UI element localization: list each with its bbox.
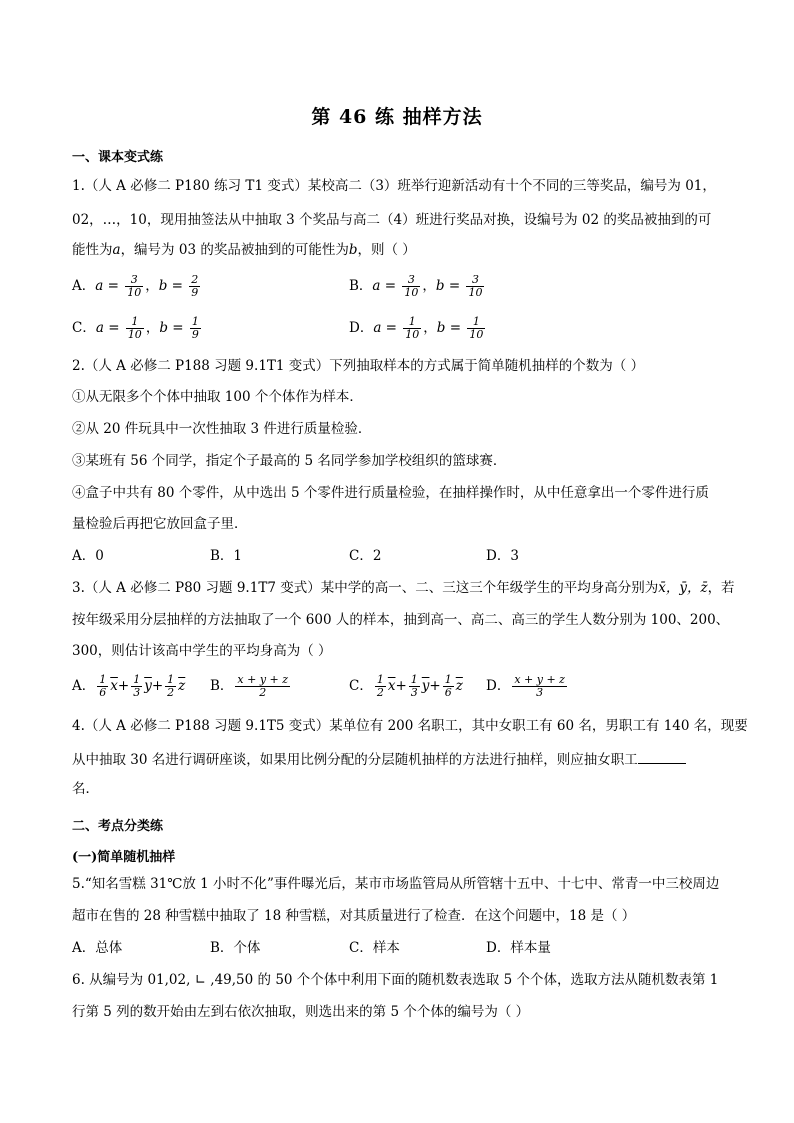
q1-line-3 — [72, 240, 724, 260]
subsection-heading-1: (一)简单随机抽样 — [72, 850, 176, 865]
q3-line-1 — [72, 578, 735, 598]
q5-line-2: 超市在售的 28 种雪糕中抽取了 18 种雪糕，对其质量进行了检查．在这个问题中，18 是（ ） — [72, 908, 636, 924]
denominator: 6 — [99, 686, 107, 699]
fraction — [466, 274, 484, 299]
option-label: C． — [349, 678, 373, 694]
fraction — [189, 274, 200, 299]
denominator: 2 — [167, 686, 175, 699]
var-b: b — [436, 320, 446, 336]
q2-option-d[interactable]: D．3 — [486, 548, 519, 564]
separator: ， — [145, 320, 160, 336]
equals: = — [380, 278, 401, 294]
numerator: x + y + z — [237, 673, 289, 686]
separator: ， — [145, 278, 159, 294]
denominator: 3 — [410, 686, 418, 699]
fraction — [409, 674, 420, 699]
equals: = — [445, 320, 466, 336]
q3-line-1-a: 3.（人 A 必修二 P80 习题 9.1T7 变式）某中学的高一、二、三这三个年级学生的平均身高分别为 — [72, 580, 659, 596]
q2-option-b[interactable]: B．1 — [210, 548, 243, 564]
q1-var-a: a — [112, 242, 121, 258]
numerator: 1 — [467, 316, 485, 329]
denominator: 9 — [191, 286, 199, 299]
numerator: 3 — [125, 274, 143, 287]
denominator: 10 — [404, 286, 419, 299]
equals: = — [381, 320, 402, 336]
var-a: a — [373, 320, 382, 336]
fraction — [467, 316, 485, 341]
q3-option-c[interactable] — [349, 674, 463, 699]
separator: ， — [423, 320, 437, 336]
fraction — [126, 316, 144, 341]
q4-line-3: 名． — [72, 781, 99, 797]
numerator: 2 — [191, 273, 199, 286]
fraction — [165, 674, 176, 699]
denominator: 10 — [405, 328, 420, 341]
z-bar: $\overline{z}$ — [455, 678, 463, 694]
numerator: 1 — [99, 673, 107, 686]
q3-line-2: 按年级采用分层抽样的方法抽取了一个 600 人的样本，抽到高一、高二、高三的学生人数分别为 100、200、 — [72, 612, 730, 628]
equals: = — [103, 320, 124, 336]
denominator: 10 — [469, 328, 484, 341]
equals: = — [167, 278, 188, 294]
q1-option-a[interactable] — [72, 274, 202, 299]
q1-option-b[interactable] — [349, 274, 486, 299]
fraction — [97, 674, 108, 699]
q4-line-2-text: 从中抽取 30 名进行调研座谈，如果用比例分配的分层随机抽样的方法进行抽样，则应抽女职工 — [72, 752, 638, 768]
q5-option-a[interactable]: A．总体 — [72, 940, 123, 956]
option-label: B． — [349, 278, 373, 294]
q5-option-d[interactable]: D．样本量 — [486, 940, 551, 956]
y-bar: $\overline{y}$ — [144, 678, 152, 694]
q1-option-d[interactable] — [349, 316, 487, 341]
option-label: A． — [72, 678, 96, 694]
equals: = — [167, 320, 188, 336]
q5-line-1: 5.“知名雪糕 31℃放 1 小时不化”事件曝光后，某市市场监管局从所管辖十五中、十七中、常青一中三校周边 — [72, 876, 720, 892]
numerator: 1 — [376, 673, 384, 686]
option-label: B． — [210, 678, 234, 694]
plus: + — [395, 678, 407, 694]
numerator: 1 — [167, 673, 175, 686]
fraction — [403, 316, 421, 341]
q4-line-2 — [72, 749, 724, 770]
var-b: b — [158, 278, 168, 294]
fraction — [402, 274, 420, 299]
q1-line-3-a: 能性为 — [72, 242, 113, 258]
denominator: 10 — [127, 286, 142, 299]
q4-line-1: 4.（人 A 必修二 P188 习题 9.1T5 变式）某单位有 200 名职工，其中女职工有 60 名，男职工有 140 名，现要 — [72, 718, 748, 734]
denominator: 3 — [133, 686, 141, 699]
equals: = — [103, 278, 124, 294]
denominator: 10 — [127, 328, 142, 341]
numerator: 1 — [126, 316, 144, 329]
q5-option-b[interactable]: B．个体 — [210, 940, 261, 956]
numerator: 1 — [444, 673, 452, 686]
option-label: D． — [349, 320, 374, 336]
q3-line-1-b: ，若 — [707, 580, 735, 596]
q3-option-a[interactable] — [72, 674, 185, 699]
var-a: a — [95, 320, 104, 336]
var-b: b — [435, 278, 445, 294]
q2-line-1: 2.（人 A 必修二 P188 习题 9.1T1 变式）下列抽取样本的方式属于简单随机抽样的个数为（ ） — [72, 358, 645, 374]
section-heading-2: 二、考点分类练 — [72, 819, 164, 834]
denominator: 2 — [376, 686, 384, 699]
page-title: 第 46 练 抽样方法 — [311, 106, 483, 128]
q2-item-1: ①从无限多个个体中抽取 100 个个体作为样本． — [72, 389, 363, 405]
z-bar: $\overline{z}$ — [178, 678, 186, 694]
denominator: 10 — [468, 286, 483, 299]
answer-blank[interactable] — [638, 749, 686, 764]
x-bar: $\overline{x}$ — [110, 678, 118, 694]
q2-item-2: ②从 20 件玩具中一次性抽取 3 件进行质量检验． — [72, 421, 372, 437]
fraction — [190, 316, 201, 341]
numerator: 1 — [133, 673, 141, 686]
q1-line-3-b: ，编号为 03 的奖品被抽到的可能性为 — [120, 242, 349, 258]
q1-option-c[interactable] — [72, 316, 203, 341]
q1-line-3-c: ，则（ ） — [357, 242, 416, 258]
q1-line-2: 02，…，10，现用抽签法从中抽取 3 个奖品与高二（4）班进行奖品对换，设编号为 02 的奖品被抽到的可 — [72, 212, 712, 228]
q1-var-b: b — [348, 242, 358, 258]
q3-option-b[interactable] — [210, 674, 292, 699]
denominator: 2 — [259, 686, 267, 699]
q5-option-c[interactable]: C．样本 — [349, 940, 400, 956]
fraction — [131, 674, 142, 699]
fraction — [235, 674, 290, 699]
option-label: D． — [486, 678, 511, 694]
q2-item-3: ③某班有 56 个同学，指定个子最高的 5 名同学参加学校组织的篮球赛． — [72, 453, 507, 469]
numerator: 1 — [403, 316, 421, 329]
plus: + — [151, 678, 164, 694]
numerator: 1 — [191, 315, 199, 328]
q3-vars: x̄，ȳ，z̄ — [658, 580, 708, 596]
q6-line-2: 行第 5 列的数开始由左到右依次抽取，则选出来的第 5 个个体的编号为（ ） — [72, 1004, 530, 1020]
q3-line-3: 300，则估计该高中学生的平均身高为（ ） — [72, 643, 332, 659]
option-label: C． — [72, 320, 96, 336]
plus: + — [429, 678, 441, 694]
numerator: 3 — [402, 274, 420, 287]
option-label: A． — [72, 278, 96, 294]
q6-line-1: 6. 从编号为 01,02, ∟ ,49,50 的 50 个个体中利用下面的随机数表选取 5 个个体，选取方法从随机数表第 1 — [72, 972, 719, 988]
var-b: b — [159, 320, 168, 336]
q2-item-4a: ④盒子中共有 80 个零件，从中选出 5 个零件进行质量检验，在抽样操作时，从中任意拿出一个零件进行质 — [72, 485, 709, 501]
fraction — [125, 274, 143, 299]
q3-option-d[interactable] — [486, 674, 569, 699]
plus: + — [117, 678, 130, 694]
q1-line-1: 1.（人 A 必修二 P180 练习 T1 变式）某校高二（3）班举行迎新活动有十个不同的三等奖品，编号为 01， — [72, 178, 716, 194]
fraction — [512, 674, 567, 699]
equals: = — [444, 278, 465, 294]
q2-option-a[interactable]: A．0 — [72, 548, 104, 564]
denominator: 3 — [536, 686, 544, 699]
x-bar: $\overline{x}$ — [387, 678, 396, 694]
section-heading-1: 一、课本变式练 — [72, 150, 164, 165]
separator: ， — [422, 278, 436, 294]
var-a: a — [95, 278, 104, 294]
fraction — [375, 674, 386, 699]
numerator: 3 — [466, 274, 484, 287]
q2-item-4b: 量检验后再把它放回盒子里． — [72, 516, 248, 532]
numerator: 1 — [410, 673, 418, 686]
numerator: x + y + z — [514, 673, 565, 686]
denominator: 6 — [444, 686, 452, 699]
denominator: 9 — [191, 328, 199, 341]
q2-option-c[interactable]: C．2 — [349, 548, 382, 564]
var-a: a — [372, 278, 381, 294]
y-bar: $\overline{y}$ — [421, 678, 430, 694]
fraction — [443, 674, 454, 699]
